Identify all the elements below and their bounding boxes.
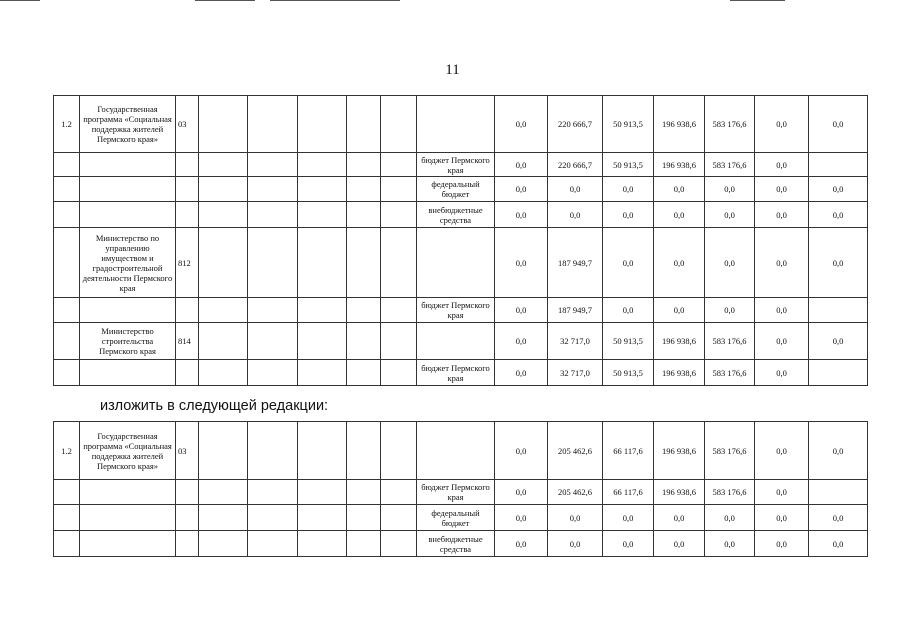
empty-cell <box>347 323 381 360</box>
empty-cell <box>381 480 417 505</box>
amount-cell: 66 117,6 <box>603 422 654 480</box>
row-number-cell <box>54 323 80 360</box>
funding-source-cell: бюджет Пермского края <box>417 480 495 505</box>
empty-cell <box>199 96 248 153</box>
code-cell <box>176 298 199 323</box>
amount-cell <box>809 360 868 386</box>
amount-cell: 50 913,5 <box>603 153 654 177</box>
row-number-cell <box>54 153 80 177</box>
amount-cell: 32 717,0 <box>548 323 603 360</box>
empty-cell <box>248 360 298 386</box>
amount-cell: 0,0 <box>809 177 868 202</box>
amount-cell: 0,0 <box>603 228 654 298</box>
empty-cell <box>347 298 381 323</box>
amount-cell: 0,0 <box>654 505 705 531</box>
funding-source-cell: внебюджетные средства <box>417 202 495 228</box>
empty-cell <box>248 323 298 360</box>
amount-cell: 50 913,5 <box>603 96 654 153</box>
table-row <box>54 360 868 386</box>
amount-cell: 0,0 <box>654 531 705 557</box>
empty-cell <box>298 96 347 153</box>
row-number-cell: 1.2 <box>54 422 80 480</box>
code-cell <box>176 177 199 202</box>
code-cell <box>176 202 199 228</box>
amount-cell: 0,0 <box>495 422 548 480</box>
amount-cell: 583 176,6 <box>705 422 755 480</box>
amount-cell: 0,0 <box>495 480 548 505</box>
amount-cell <box>809 153 868 177</box>
row-number-cell <box>54 202 80 228</box>
row-number-cell <box>54 480 80 505</box>
amount-cell: 0,0 <box>705 298 755 323</box>
amount-cell: 0,0 <box>654 177 705 202</box>
amount-cell: 0,0 <box>809 531 868 557</box>
empty-cell <box>347 360 381 386</box>
funding-source-cell <box>417 228 495 298</box>
amount-cell: 0,0 <box>603 531 654 557</box>
amount-cell: 0,0 <box>755 505 809 531</box>
amount-cell: 0,0 <box>495 323 548 360</box>
amount-cell: 0,0 <box>548 177 603 202</box>
amount-cell: 66 117,6 <box>603 480 654 505</box>
empty-cell <box>347 531 381 557</box>
empty-cell <box>381 153 417 177</box>
empty-cell <box>248 298 298 323</box>
funding-source-cell: бюджет Пермского края <box>417 153 495 177</box>
row-number-cell <box>54 177 80 202</box>
amount-cell: 0,0 <box>495 202 548 228</box>
funding-source-cell: федеральный бюджет <box>417 505 495 531</box>
table-row <box>54 422 868 480</box>
scan-edge-line <box>730 0 785 1</box>
table-row <box>54 177 868 202</box>
amount-cell: 0,0 <box>603 505 654 531</box>
empty-cell <box>347 505 381 531</box>
amount-cell: 196 938,6 <box>654 422 705 480</box>
code-cell <box>176 531 199 557</box>
row-number-cell <box>54 505 80 531</box>
amount-cell: 187 949,7 <box>548 298 603 323</box>
empty-cell <box>347 177 381 202</box>
amount-cell: 32 717,0 <box>548 360 603 386</box>
empty-cell <box>298 531 347 557</box>
empty-cell <box>298 505 347 531</box>
amount-cell: 0,0 <box>705 177 755 202</box>
program-name-cell <box>80 505 176 531</box>
table-row <box>54 505 868 531</box>
empty-cell <box>298 202 347 228</box>
row-number-cell <box>54 298 80 323</box>
amount-cell: 196 938,6 <box>654 323 705 360</box>
amount-cell <box>809 298 868 323</box>
amount-cell: 196 938,6 <box>654 153 705 177</box>
funding-source-cell <box>417 422 495 480</box>
empty-cell <box>199 505 248 531</box>
row-number-cell: 1.2 <box>54 96 80 153</box>
empty-cell <box>199 298 248 323</box>
empty-cell <box>381 202 417 228</box>
empty-cell <box>298 480 347 505</box>
amount-cell: 0,0 <box>495 360 548 386</box>
table-before-body <box>54 96 868 386</box>
empty-cell <box>347 228 381 298</box>
amount-cell: 0,0 <box>495 96 548 153</box>
page-number: 11 <box>445 62 460 78</box>
amount-cell: 220 666,7 <box>548 153 603 177</box>
amount-cell: 0,0 <box>548 531 603 557</box>
scan-edge-line <box>0 0 40 1</box>
code-cell <box>176 360 199 386</box>
code-cell <box>176 153 199 177</box>
empty-cell <box>381 505 417 531</box>
empty-cell <box>199 153 248 177</box>
row-number-cell <box>54 531 80 557</box>
table-row <box>54 153 868 177</box>
code-cell: 814 <box>176 323 199 360</box>
amount-cell: 50 913,5 <box>603 323 654 360</box>
empty-cell <box>298 228 347 298</box>
table-row <box>54 323 868 360</box>
program-name-cell <box>80 177 176 202</box>
scan-edge-line <box>195 0 255 1</box>
amount-cell: 0,0 <box>705 228 755 298</box>
amount-cell: 0,0 <box>809 96 868 153</box>
empty-cell <box>248 422 298 480</box>
amount-cell: 0,0 <box>548 202 603 228</box>
empty-cell <box>347 480 381 505</box>
amount-cell: 0,0 <box>755 298 809 323</box>
empty-cell <box>381 323 417 360</box>
amount-cell: 0,0 <box>495 153 548 177</box>
empty-cell <box>347 153 381 177</box>
amount-cell: 187 949,7 <box>548 228 603 298</box>
empty-cell <box>199 177 248 202</box>
amount-cell: 0,0 <box>809 202 868 228</box>
amount-cell: 0,0 <box>755 531 809 557</box>
empty-cell <box>248 531 298 557</box>
amount-cell: 196 938,6 <box>654 360 705 386</box>
amount-cell: 0,0 <box>755 228 809 298</box>
program-name-cell: Государственная программа «Социальная поддержка жителей Пермского края» <box>80 96 176 153</box>
table-row <box>54 298 868 323</box>
amount-cell: 0,0 <box>548 505 603 531</box>
table-row <box>54 531 868 557</box>
program-name-cell <box>80 298 176 323</box>
amount-cell: 0,0 <box>495 228 548 298</box>
empty-cell <box>199 531 248 557</box>
empty-cell <box>248 202 298 228</box>
code-cell: 03 <box>176 422 199 480</box>
empty-cell <box>248 96 298 153</box>
amount-cell: 583 176,6 <box>705 360 755 386</box>
code-cell: 03 <box>176 96 199 153</box>
empty-cell <box>298 323 347 360</box>
table-after-body <box>54 422 868 557</box>
amount-cell: 0,0 <box>755 96 809 153</box>
empty-cell <box>381 360 417 386</box>
empty-cell <box>381 177 417 202</box>
funding-source-cell: федеральный бюджет <box>417 177 495 202</box>
table-row <box>54 96 868 153</box>
amount-cell: 0,0 <box>755 177 809 202</box>
table-row <box>54 480 868 505</box>
empty-cell <box>381 298 417 323</box>
empty-cell <box>248 480 298 505</box>
empty-cell <box>248 153 298 177</box>
amount-cell: 0,0 <box>603 202 654 228</box>
program-name-cell <box>80 531 176 557</box>
empty-cell <box>347 96 381 153</box>
empty-cell <box>199 228 248 298</box>
amount-cell: 0,0 <box>755 480 809 505</box>
row-number-cell <box>54 228 80 298</box>
program-name-cell: Министерство строительства Пермского края <box>80 323 176 360</box>
amount-cell: 583 176,6 <box>705 96 755 153</box>
amount-cell: 0,0 <box>809 422 868 480</box>
amount-cell: 196 938,6 <box>654 96 705 153</box>
amount-cell: 0,0 <box>755 202 809 228</box>
funding-source-cell <box>417 96 495 153</box>
empty-cell <box>199 323 248 360</box>
funding-source-cell: внебюджетные средства <box>417 531 495 557</box>
amount-cell: 0,0 <box>495 531 548 557</box>
program-name-cell <box>80 360 176 386</box>
funding-source-cell: бюджет Пермского края <box>417 360 495 386</box>
amount-cell: 0,0 <box>705 531 755 557</box>
amount-cell: 50 913,5 <box>603 360 654 386</box>
amount-cell: 0,0 <box>495 177 548 202</box>
amendment-phrase: изложить в следующей редакции: <box>100 398 329 414</box>
amount-cell: 0,0 <box>705 202 755 228</box>
amount-cell: 0,0 <box>705 505 755 531</box>
empty-cell <box>248 505 298 531</box>
amount-cell: 205 462,6 <box>548 422 603 480</box>
amount-cell: 0,0 <box>755 422 809 480</box>
amount-cell: 583 176,6 <box>705 153 755 177</box>
funding-source-cell: бюджет Пермского края <box>417 298 495 323</box>
code-cell: 812 <box>176 228 199 298</box>
empty-cell <box>199 480 248 505</box>
program-name-cell: Государственная программа «Социальная поддержка жителей Пермского края» <box>80 422 176 480</box>
amount-cell: 0,0 <box>495 298 548 323</box>
empty-cell <box>381 228 417 298</box>
empty-cell <box>381 96 417 153</box>
code-cell <box>176 505 199 531</box>
amount-cell: 0,0 <box>755 323 809 360</box>
empty-cell <box>199 360 248 386</box>
code-cell <box>176 480 199 505</box>
empty-cell <box>298 422 347 480</box>
amount-cell: 0,0 <box>603 298 654 323</box>
empty-cell <box>248 177 298 202</box>
funding-source-cell <box>417 323 495 360</box>
amount-cell: 220 666,7 <box>548 96 603 153</box>
amount-cell <box>809 480 868 505</box>
table-row <box>54 228 868 298</box>
empty-cell <box>199 202 248 228</box>
empty-cell <box>298 360 347 386</box>
table-row <box>54 202 868 228</box>
program-name-cell: Министерство по управлению имуществом и градостроительной деятельности Пермского края <box>80 228 176 298</box>
empty-cell <box>298 177 347 202</box>
amount-cell: 0,0 <box>755 153 809 177</box>
amount-cell: 583 176,6 <box>705 323 755 360</box>
amount-cell: 0,0 <box>603 177 654 202</box>
empty-cell <box>347 422 381 480</box>
empty-cell <box>381 531 417 557</box>
amount-cell: 0,0 <box>495 505 548 531</box>
empty-cell <box>347 202 381 228</box>
table-before <box>53 95 868 386</box>
amount-cell: 0,0 <box>809 323 868 360</box>
empty-cell <box>381 422 417 480</box>
table-after <box>53 421 868 557</box>
amount-cell: 0,0 <box>654 202 705 228</box>
program-name-cell <box>80 480 176 505</box>
amount-cell: 0,0 <box>809 505 868 531</box>
empty-cell <box>199 422 248 480</box>
scan-edge-line <box>270 0 400 1</box>
amount-cell: 583 176,6 <box>705 480 755 505</box>
program-name-cell <box>80 153 176 177</box>
empty-cell <box>248 228 298 298</box>
amount-cell: 0,0 <box>654 298 705 323</box>
amount-cell: 0,0 <box>654 228 705 298</box>
empty-cell <box>298 298 347 323</box>
program-name-cell <box>80 202 176 228</box>
amount-cell: 0,0 <box>755 360 809 386</box>
amount-cell: 196 938,6 <box>654 480 705 505</box>
empty-cell <box>298 153 347 177</box>
amount-cell: 0,0 <box>809 228 868 298</box>
amount-cell: 205 462,6 <box>548 480 603 505</box>
row-number-cell <box>54 360 80 386</box>
